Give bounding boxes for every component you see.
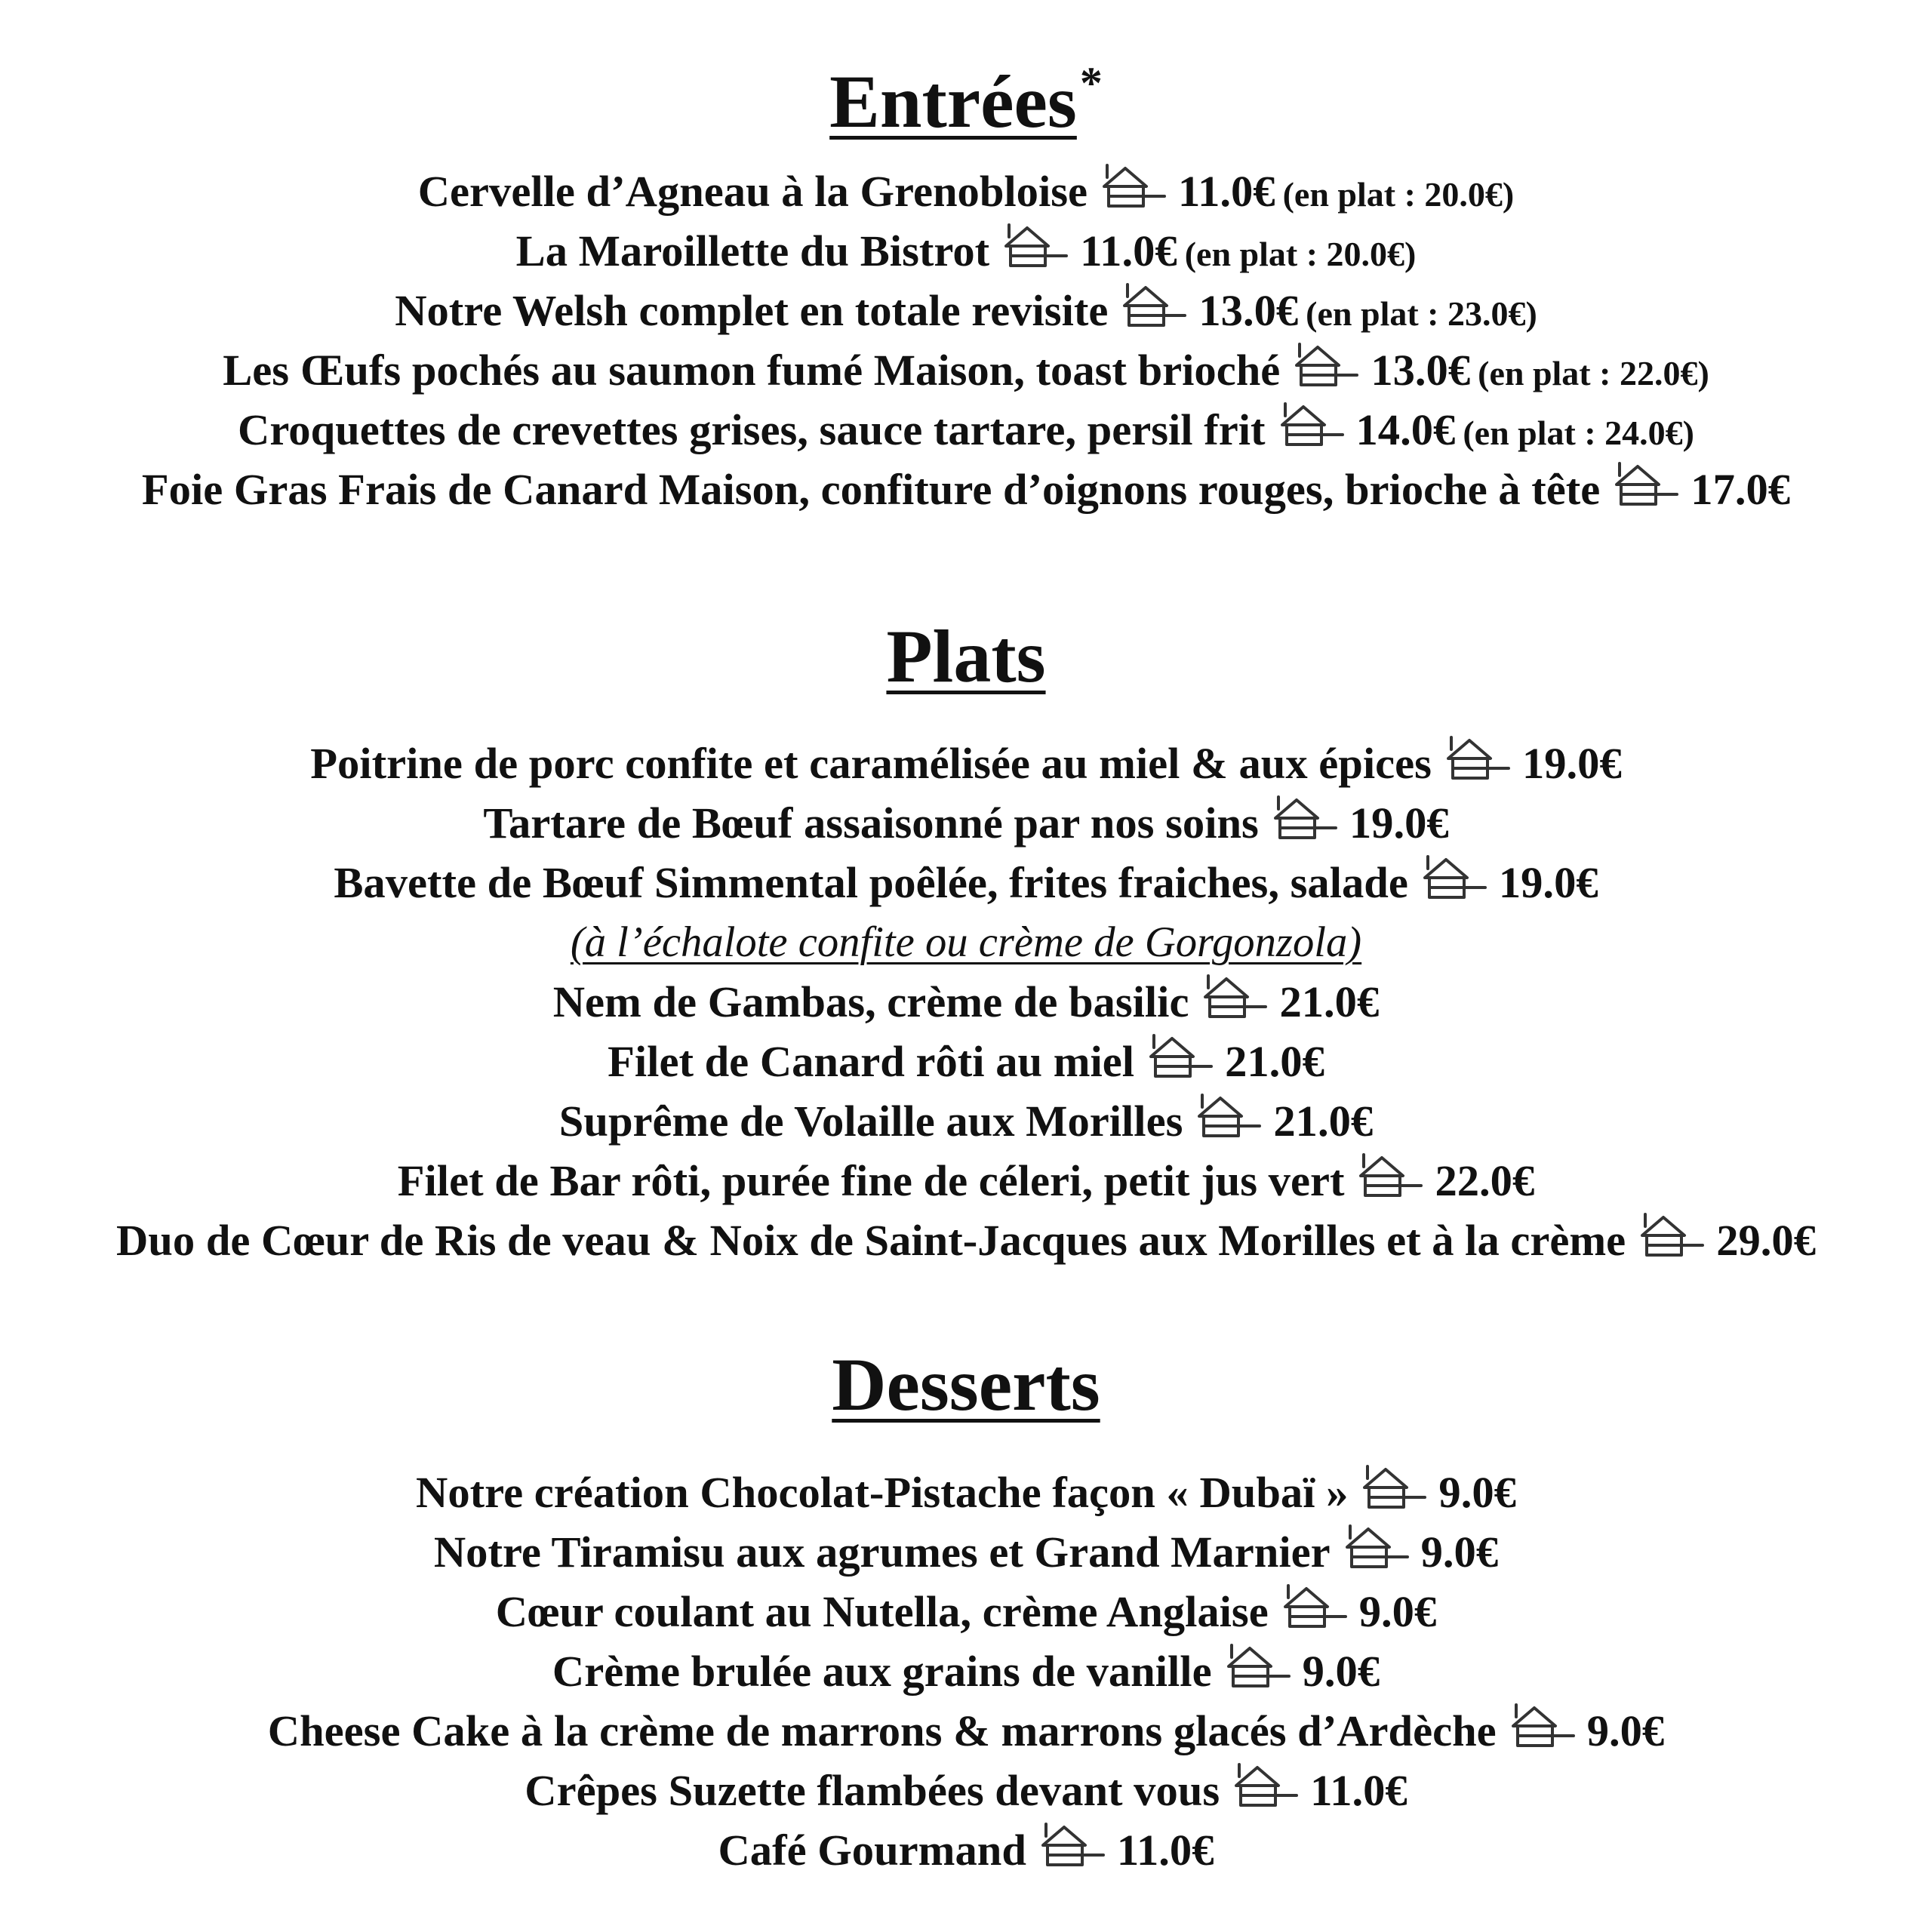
menu-item: [0, 972, 1932, 1032]
item-price: 9.0€: [1438, 1468, 1516, 1517]
item-option-note: [0, 912, 1932, 973]
house-made-icon: [1444, 734, 1512, 783]
house-made-icon: [1420, 854, 1488, 902]
item-price: 13.0€: [1371, 346, 1471, 395]
item-plat-note: (en plat : 20.0€): [1184, 235, 1417, 273]
menu-item: [0, 162, 1932, 222]
menu-item: [0, 281, 1932, 341]
menu-item: [0, 1820, 1932, 1881]
item-price: 11.0€: [1178, 167, 1275, 216]
house-made-icon: [1100, 162, 1168, 211]
menu-item: [0, 1522, 1932, 1583]
item-name: Filet de Bar rôti, purée fine de céleri, petit jus vert: [397, 1156, 1345, 1205]
house-made-icon: [1292, 341, 1360, 389]
item-price: 19.0€: [1498, 858, 1598, 907]
item-price: 21.0€: [1279, 977, 1380, 1026]
bavette-sauce-options: (à l’échalote confite ou crème de Gorgonzola): [570, 919, 1362, 966]
section-title-text: Desserts: [832, 1343, 1100, 1426]
item-price: 19.0€: [1521, 739, 1622, 788]
item-name: Crème brulée aux grains de vanille: [552, 1647, 1212, 1696]
item-name: Poitrine de porc confite et caramélisée au miel & aux épices: [310, 739, 1432, 788]
house-made-icon: [1509, 1702, 1577, 1750]
item-price: 22.0€: [1435, 1156, 1535, 1205]
section-title-text: Entrées: [829, 60, 1077, 143]
menu-item: [0, 1032, 1932, 1092]
item-price: 11.0€: [1080, 226, 1177, 275]
item-name: Cheese Cake à la crème de marrons & marrons glacés d’Ardèche: [267, 1706, 1497, 1755]
item-price: 21.0€: [1273, 1097, 1374, 1146]
house-made-icon: [1638, 1211, 1706, 1260]
section-title-entrees: [0, 38, 1932, 147]
menu-item: [0, 1091, 1932, 1152]
item-price: 11.0€: [1116, 1826, 1214, 1875]
item-name: Café Gourmand: [718, 1826, 1026, 1875]
menu-item: [0, 853, 1932, 913]
title-asterisk: *: [1079, 58, 1103, 108]
menu-item: [0, 793, 1932, 854]
house-made-icon: [1120, 281, 1188, 330]
menu-item: [0, 1151, 1932, 1211]
item-name: Tartare de Bœuf assaisonné par nos soins: [483, 798, 1259, 848]
item-plat-note: (en plat : 22.0€): [1478, 354, 1709, 392]
item-name: Foie Gras Frais de Canard Maison, confiture d’oignons rouges, brioche à tête: [141, 465, 1601, 514]
item-price: 17.0€: [1690, 465, 1791, 514]
item-name: Croquettes de crevettes grises, sauce tartare, persil frit: [238, 405, 1266, 454]
section-title-text: Plats: [886, 614, 1046, 698]
house-made-icon: [1271, 794, 1339, 842]
item-name: Suprême de Volaille aux Morilles: [558, 1097, 1183, 1146]
item-price: 9.0€: [1420, 1527, 1499, 1577]
house-made-icon: [1612, 460, 1680, 509]
item-price: 9.0€: [1586, 1706, 1665, 1755]
house-made-icon: [1038, 1821, 1106, 1869]
menu-item: [0, 1701, 1932, 1761]
item-price: 19.0€: [1349, 798, 1449, 848]
item-name: Notre Welsh complet en totale revisite: [395, 286, 1109, 335]
item-plat-note: (en plat : 20.0€): [1282, 175, 1515, 214]
item-plat-note: (en plat : 24.0€): [1463, 414, 1694, 452]
item-name: Crêpes Suzette flambées devant vous: [525, 1766, 1220, 1815]
menu-item: [0, 1641, 1932, 1702]
menu-item: [0, 400, 1932, 460]
menu-item: [0, 221, 1932, 281]
menu-item: [0, 734, 1932, 794]
house-made-icon: [1232, 1761, 1300, 1810]
item-name: Cœur coulant au Nutella, crème Anglaise: [495, 1587, 1269, 1636]
item-name: Notre Tiramisu aux agrumes et Grand Marnier: [433, 1527, 1331, 1577]
item-price: 9.0€: [1302, 1647, 1380, 1696]
house-made-icon: [1356, 1152, 1424, 1200]
house-made-icon: [1201, 973, 1269, 1021]
menu-item: [0, 460, 1932, 520]
item-name: Cervelle d’Agneau à la Grenobloise: [417, 167, 1088, 216]
item-name: La Maroillette du Bistrot: [515, 226, 990, 275]
house-made-icon: [1278, 401, 1346, 449]
house-made-icon: [1343, 1523, 1411, 1571]
item-price: 13.0€: [1198, 286, 1299, 335]
house-made-icon: [1281, 1583, 1349, 1631]
menu-item: [0, 1761, 1932, 1821]
house-made-icon: [1224, 1642, 1292, 1690]
house-made-icon: [1195, 1092, 1263, 1140]
house-made-icon: [1001, 222, 1069, 270]
menu-item: [0, 1582, 1932, 1642]
item-name: Notre création Chocolat-Pistache façon « Dubaï »: [416, 1468, 1349, 1517]
menu-item: [0, 340, 1932, 401]
item-name: Nem de Gambas, crème de basilic: [552, 977, 1189, 1026]
item-plat-note: (en plat : 23.0€): [1306, 294, 1537, 333]
item-name: Bavette de Bœuf Simmental poêlée, frites fraiches, salade: [334, 858, 1408, 907]
item-name: Duo de Cœur de Ris de veau & Noix de Saint-Jacques aux Morilles et à la crème: [116, 1216, 1626, 1265]
item-price: 11.0€: [1310, 1766, 1407, 1815]
item-price: 29.0€: [1716, 1216, 1816, 1265]
item-price: 21.0€: [1225, 1037, 1324, 1086]
item-price: 14.0€: [1355, 405, 1456, 454]
house-made-icon: [1360, 1463, 1428, 1512]
section-title-plats: [0, 611, 1932, 702]
house-made-icon: [1146, 1032, 1214, 1081]
item-name: Filet de Canard rôti au miel: [608, 1037, 1135, 1086]
section-title-desserts: [0, 1340, 1932, 1430]
item-name: Les Œufs pochés au saumon fumé Maison, toast brioché: [223, 346, 1281, 395]
menu-item: [0, 1211, 1932, 1271]
item-price: 9.0€: [1358, 1587, 1437, 1636]
menu-item: [0, 1463, 1932, 1523]
